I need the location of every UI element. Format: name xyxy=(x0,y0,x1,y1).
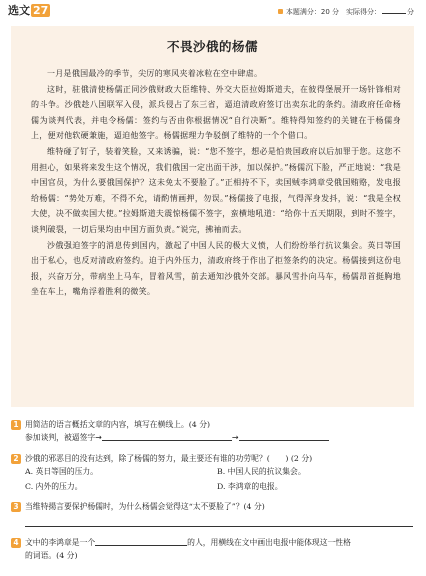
question-number-badge: 1 xyxy=(11,420,21,430)
paragraph: 一月是俄国最冷的季节，尖厉的寒风夹着冰粒在空中肆虐。 xyxy=(47,69,263,78)
option-d[interactable]: D. 李鸿章的电报。 xyxy=(217,482,283,491)
question-2 xyxy=(11,452,415,491)
score-unit: 分 xyxy=(407,8,414,16)
question-3 xyxy=(11,500,415,513)
question-text: 用简洁的语言概括文章的内容，填写在横线上。(4 分) xyxy=(25,420,211,429)
question-text: 当维特揚言要保护杨儒时，为什么杨儒会觉得这“太不要脸了”？(4 分) xyxy=(25,502,265,511)
question-text: 沙俄的邪恶目的没有达到，除了杨儒的努力，最主要还有谁的功劳呢？( ) (2 分) xyxy=(25,454,313,463)
paragraph: 沙俄强迫签字的消息传到国内，激起了中国人民的极大义愤，人们纷纷举行抗议集会。英日等国出于私心，也反对清政府签约。迫于内外压力，清政府终于作出了拒签条约的决定。杨儒接到这份电报，兴奋万分，带病坐上马车，冒着风雪，前去通知沙俄外交部。暴风雪扑向马车，杨儒昂首挺胸地坐在车上，嘴角浮着胜利的微笑。 xyxy=(31,240,401,297)
article-title: 不畏沙俄的杨儒 xyxy=(166,39,258,54)
question-number-badge: 2 xyxy=(11,454,21,464)
article-passage xyxy=(11,26,414,407)
option-b[interactable]: B. 中国人民的抗议集会。 xyxy=(217,467,306,476)
paragraph: 这时，驻俄清使杨儒正同沙俄财政大臣维特、外交大臣拉姆斯道夫，在彼得堡展开一场针锋相对的斗争。沙俄趁八国联军入侵，派兵侵占了东三省，逼迫清政府签订出卖东北的条约。清政府任命杨儒为谈判代表，并电令杨儒：签约与否由你根据情况“自行决断”。维特得知签约的关键在于杨儒身上，便对他软硬兼施，逼迫他签字。杨儒据理力争驳倒了维特的一个个借口。 xyxy=(31,84,401,141)
article-body xyxy=(31,66,401,300)
paragraph: 维特碰了钉子，装着笑脸，又来诱骗，说：“您不签字，想必是怕贵国政府以后加罪于您。这您不用担心，如果将来发生这个情况，我们俄国一定出面干涉，加以保护。”杨儒沉下脸，严正地说：“我是中国官员，为什么要俄国保护？这未免太不要脸了。”正相持不下，卖国贼李鸿章受俄国贿赂，发电报给杨儒：“势处万难，不得不允，请酌情画押，勿误。”杨儒接了电报，气得浑身发抖，说：“我是全权大使，决不做卖国大使。”拉姆斯道夫震惊杨儒不签字，蛮横地吼道：“给你十五天期限，到时不签字，谈判破裂，一切后果均由中国方面负责。”说完，拂袖而去。 xyxy=(31,146,401,234)
page-header xyxy=(0,0,426,24)
question-text: 的人，用横线在文中画出电报中能体现这一性格 xyxy=(187,538,351,547)
score-marker-icon xyxy=(278,9,283,14)
question-1 xyxy=(11,418,415,444)
question-4 xyxy=(11,536,415,562)
option-a[interactable]: A. 英日等国的压力。 xyxy=(25,467,98,476)
section-label: 选文 xyxy=(8,4,30,17)
score-blank[interactable] xyxy=(382,7,406,14)
option-c[interactable]: C. 内外的压力。 xyxy=(25,482,83,491)
answer-blank[interactable] xyxy=(95,537,187,546)
section-badge xyxy=(5,3,54,18)
arrow-icon: → xyxy=(231,433,239,442)
question-text-continued: 的词语。(4 分) xyxy=(25,551,78,560)
score-label: 本题满分：20 分 实际得分： xyxy=(285,8,381,16)
question-number-badge: 3 xyxy=(11,502,21,512)
answer-line[interactable] xyxy=(25,526,413,527)
answer-blank[interactable] xyxy=(102,432,232,441)
answer-row xyxy=(11,431,415,444)
score-box xyxy=(278,7,414,17)
answer-blank[interactable] xyxy=(239,432,329,441)
answer-prompt: 参加谈判，被逼签字 xyxy=(25,433,96,442)
section-number: 27 xyxy=(33,4,49,17)
option-list xyxy=(25,465,405,495)
question-number-badge: 4 xyxy=(11,538,21,548)
question-text: 文中的李鸿章是一个 xyxy=(25,538,96,547)
arrow-icon: → xyxy=(95,433,102,442)
